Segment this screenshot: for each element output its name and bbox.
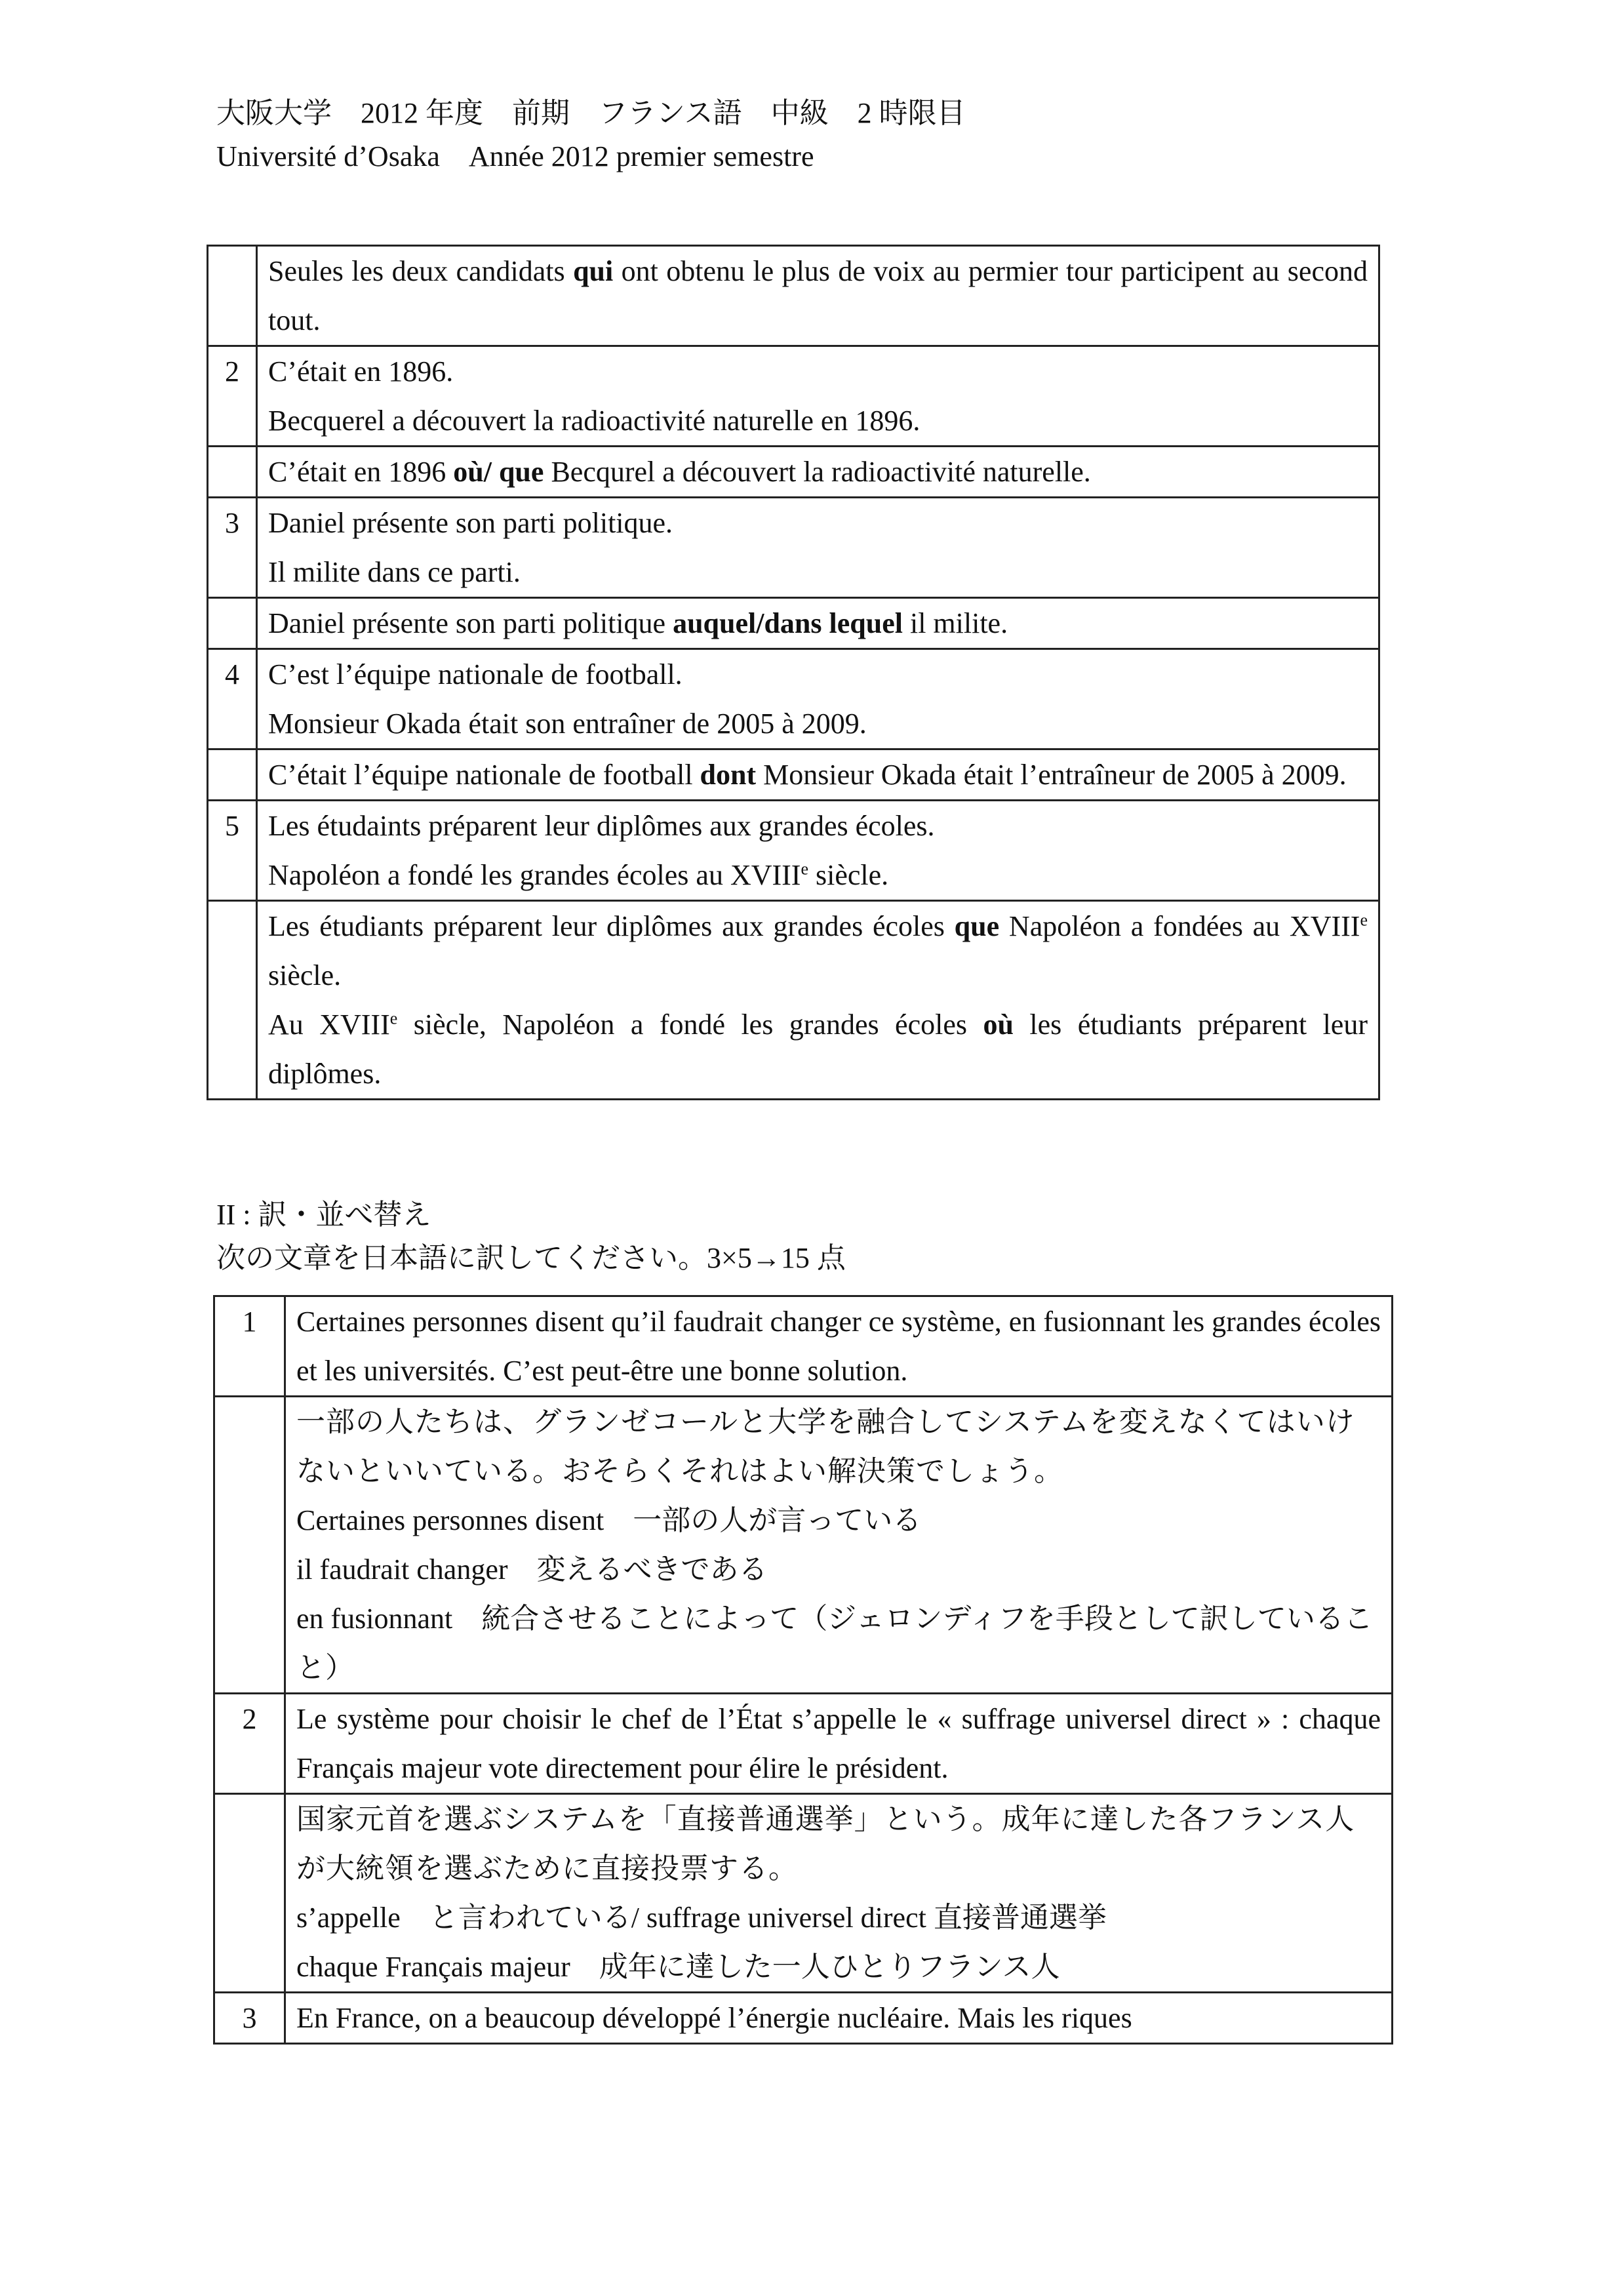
table-row	[214, 1694, 1393, 1794]
row-number: 5	[208, 801, 257, 901]
japanese-translation: 一部の人たちは、グランゼコールと大学を融合してシステムを変えなくてはいけないといいている。おそらくそれはよい解決策でしょう。	[296, 1406, 1355, 1487]
translation-cell	[285, 1397, 1393, 1694]
row-number	[208, 749, 257, 801]
keyword: où	[983, 1008, 1014, 1041]
header-title-fr: Université d’Osaka Année 2012 premier semestre	[216, 140, 814, 172]
gloss-line: Certaines personnes disent 一部の人が言っている	[296, 1504, 922, 1536]
question-cell: Daniel présente son parti politique. Il milite dans ce parti.	[257, 498, 1379, 598]
header-title-jp: 大阪大学 2012 年度 前期 フランス語 中級 2 時限目	[216, 97, 966, 129]
answer-cell: C’était en 1896 où/ que Becqurel a découvert la radioactivité naturelle.	[257, 447, 1379, 498]
keyword: qui	[573, 255, 614, 287]
table-row	[208, 346, 1379, 447]
table-row	[214, 1794, 1393, 1993]
answer-cell: Daniel présente son parti politique auquel/dans lequel il milite.	[257, 598, 1379, 649]
keyword: que	[954, 910, 1000, 942]
gloss-line: il faudrait changer 変えるべきである	[296, 1553, 768, 1586]
table-row	[214, 1296, 1393, 1397]
table-row	[208, 498, 1379, 598]
gloss-line: chaque Français majeur 成年に達した一人ひとりフランス人	[296, 1951, 1060, 1983]
gloss-line: s’appelle と言われている/ suffrage universel direct 直接普通選挙	[296, 1902, 1107, 1934]
row-number: 2	[208, 346, 257, 447]
question-cell: Les étudaints préparent leur diplômes aux grandes écoles. Napoléon a fondé les grandes écoles au XVIIIe siècle.	[257, 801, 1379, 901]
keyword: dont	[700, 759, 757, 791]
japanese-translation: 国家元首を選ぶシステムを「直接普通選挙」という。成年に達した各フランス人が大統領を選ぶために直接投票する。	[296, 1803, 1355, 1885]
answer-cell: Les étudiants préparent leur diplômes aux grandes écoles que Napoléon a fondées au XVIIIe siècle. Au XVIIIe siècle, Napoléon a fondé les grandes écoles où les étudiants préparent leur diplômes.	[257, 901, 1379, 1100]
translation-table	[213, 1295, 1393, 2045]
table-row	[208, 649, 1379, 749]
row-number	[208, 598, 257, 649]
table-row	[208, 246, 1379, 346]
keyword: auquel/dans lequel	[673, 607, 903, 639]
row-number	[208, 447, 257, 498]
gloss-line: en fusionnant 統合させることによって（ジェロンディフを手段として訳していること）	[296, 1603, 1373, 1684]
row-number	[208, 246, 257, 346]
source-text-cell: Certaines personnes disent qu’il faudrait changer ce système, en fusionnant les grandes écoles et les universités. C’est peut-être une bonne solution.	[285, 1296, 1393, 1397]
row-number	[214, 1794, 285, 1993]
table-row	[208, 598, 1379, 649]
question-cell: C’est l’équipe nationale de football. Monsieur Okada était son entraîner de 2005 à 2009.	[257, 649, 1379, 749]
table-row	[208, 749, 1379, 801]
table-row	[208, 447, 1379, 498]
row-number: 3	[208, 498, 257, 598]
page-header	[216, 92, 966, 178]
table-row	[214, 1993, 1393, 2044]
translation-cell	[285, 1794, 1393, 1993]
row-number: 2	[214, 1694, 285, 1794]
section-2-header	[216, 1193, 846, 1280]
section-instruction: 次の文章を日本語に訳してください。3×5→15 点	[216, 1242, 846, 1274]
source-text-cell: Le système pour choisir le chef de l’État s’appelle le « suffrage universel direct » : chaque Français majeur vote directement pour élire le président.	[285, 1694, 1393, 1794]
answer-cell: Seules les deux candidats qui ont obtenu le plus de voix au permier tour participent au second tout.	[257, 246, 1379, 346]
question-cell: C’était en 1896. Becquerel a découvert la radioactivité naturelle en 1896.	[257, 346, 1379, 447]
source-text-cell: En France, on a beaucoup développé l’énergie nucléaire. Mais les riques	[285, 1993, 1393, 2044]
row-number: 3	[214, 1993, 285, 2044]
row-number	[214, 1397, 285, 1694]
table-row	[208, 801, 1379, 901]
relative-pronoun-table	[207, 245, 1380, 1100]
keyword: où/ que	[453, 456, 544, 488]
table-row	[208, 901, 1379, 1100]
answer-cell: C’était l’équipe nationale de football dont Monsieur Okada était l’entraîneur de 2005 à 2009.	[257, 749, 1379, 801]
table-row	[214, 1397, 1393, 1694]
section-title: II : 訳・並べ替え	[216, 1199, 431, 1231]
row-number: 4	[208, 649, 257, 749]
row-number	[208, 901, 257, 1100]
row-number: 1	[214, 1296, 285, 1397]
